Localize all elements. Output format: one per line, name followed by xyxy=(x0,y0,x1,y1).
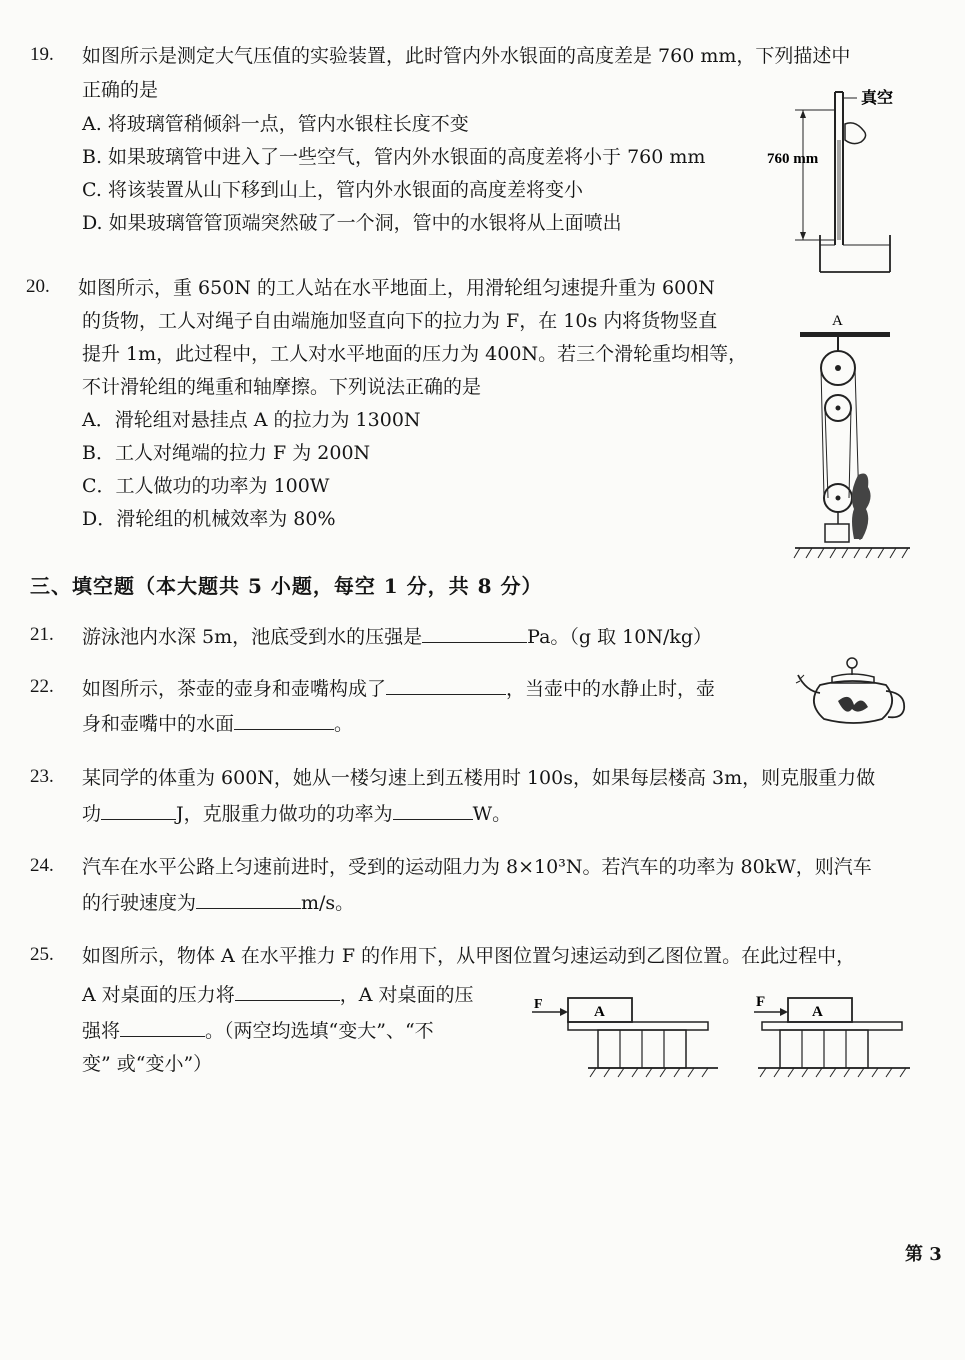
question-line xyxy=(82,890,354,915)
answer-blank[interactable] xyxy=(196,890,301,909)
question-text: ，当壶中的水静止时，壶 xyxy=(506,678,716,700)
page-number: 第 3 xyxy=(905,1244,942,1265)
question-stem: 的货物，工人对绳子自由端施加竖直向下的拉力为 F，在 10s 内将货物竖直 xyxy=(82,310,718,332)
height-label: 760 mm xyxy=(767,151,819,167)
question-number: 20. xyxy=(26,276,50,297)
question-stem: 某同学的体重为 600N，她从一楼匀速上到五楼用时 100s，如果每层楼高 3m，则克服重力做 xyxy=(82,767,876,789)
barometer-figure xyxy=(765,80,915,280)
question-stem: 变” 或“变小”） xyxy=(82,1053,213,1075)
question-stem: 提升 1m，此过程中，工人对水平地面的压力为 400N。若三个滑轮重均相等， xyxy=(82,343,748,365)
answer-blank[interactable] xyxy=(386,676,506,695)
section-heading: 三、填空题（本大题共 5 小题，每空 1 分，共 8 分） xyxy=(30,574,543,598)
question-stem: 如图所示，物体 A 在水平推力 F 的作用下，从甲图位置匀速运动到乙图位置。在此过程中， xyxy=(82,945,856,967)
option-b: B．工人对绳端的拉力 F 为 200N xyxy=(82,442,371,464)
question-number: 19. xyxy=(30,44,54,65)
question-text: 强将 xyxy=(82,1020,121,1042)
teapot-figure xyxy=(790,655,920,730)
question-line xyxy=(82,1018,434,1043)
question-stem: 不计滑轮组的绳重和轴摩擦。下列说法正确的是 xyxy=(82,376,482,398)
block-a-label: A xyxy=(594,1004,605,1020)
option-c: C．工人做功的功率为 100W xyxy=(82,475,330,497)
question-line xyxy=(82,624,712,649)
option-d: D．滑轮组的机械效率为 80% xyxy=(82,508,336,530)
question-text: 身和壶嘴中的水面 xyxy=(82,713,235,735)
question-number: 23. xyxy=(30,766,54,787)
question-line xyxy=(82,982,474,1007)
question-number: 21. xyxy=(30,624,54,645)
question-stem: 正确的是 xyxy=(82,79,159,101)
answer-blank[interactable] xyxy=(422,624,527,643)
question-text: 如图所示，茶壶的壶身和壶嘴构成了 xyxy=(82,678,387,700)
question-text: W。 xyxy=(472,803,512,825)
option-d: D. 如果玻璃管管顶端突然破了一个洞，管中的水银将从上面喷出 xyxy=(82,212,622,234)
answer-blank[interactable] xyxy=(120,1018,205,1037)
pulley-figure xyxy=(790,310,920,565)
question-number: 22. xyxy=(30,676,54,697)
question-text: 。 xyxy=(334,713,354,735)
question-text: ，A 对桌面的压 xyxy=(339,984,474,1006)
question-stem: 如图所示是测定大气压值的实验装置，此时管内外水银面的高度差是 760 mm，下列描述中 xyxy=(82,45,851,67)
question-line xyxy=(82,676,715,701)
question-text: 的行驶速度为 xyxy=(82,892,197,914)
question-text: 功 xyxy=(82,803,102,825)
answer-blank[interactable] xyxy=(235,982,340,1001)
force-label: F xyxy=(534,997,543,1012)
question-text: m/s。 xyxy=(301,892,355,914)
answer-blank[interactable] xyxy=(101,801,176,820)
hook-a-label: A xyxy=(832,313,843,329)
question-line xyxy=(82,801,511,826)
option-a: A. 将玻璃管稍倾斜一点，管内水银柱长度不变 xyxy=(82,113,469,135)
question-stem: 如图所示，重 650N 的工人站在水平地面上，用滑轮组匀速提升重为 600N xyxy=(78,277,715,299)
force-label: F xyxy=(756,994,766,1010)
option-b: B. 如果玻璃管中进入了一些空气，管内外水银面的高度差将小于 760 mm xyxy=(82,146,706,168)
block-a-label: A xyxy=(812,1004,823,1020)
option-a: A．滑轮组对悬挂点 A 的拉力为 1300N xyxy=(82,409,421,431)
question-number: 24. xyxy=(30,855,54,876)
question-text: 。（两空均选填“变大”、“不 xyxy=(205,1020,434,1042)
block-figure-right xyxy=(750,988,930,1083)
question-text: 游泳池内水深 5m，池底受到水的压强是 xyxy=(82,626,423,648)
block-figure-left xyxy=(528,988,728,1083)
question-text: Pa。（g 取 10N/kg） xyxy=(527,626,713,648)
answer-blank[interactable] xyxy=(234,711,334,730)
question-text: A 对桌面的压力将 xyxy=(82,984,235,1006)
vacuum-label: 真空 xyxy=(861,90,894,107)
option-c: C. 将该装置从山下移到山上，管内外水银面的高度差将变小 xyxy=(82,179,583,201)
question-line xyxy=(82,711,353,736)
question-number: 25. xyxy=(30,944,54,965)
question-text: J，克服重力做功的功率为 xyxy=(176,803,393,825)
answer-blank[interactable] xyxy=(393,801,473,820)
question-stem: 汽车在水平公路上匀速前进时，受到的运动阻力为 8×10³N。若汽车的功率为 80kW，则汽车 xyxy=(82,856,872,878)
